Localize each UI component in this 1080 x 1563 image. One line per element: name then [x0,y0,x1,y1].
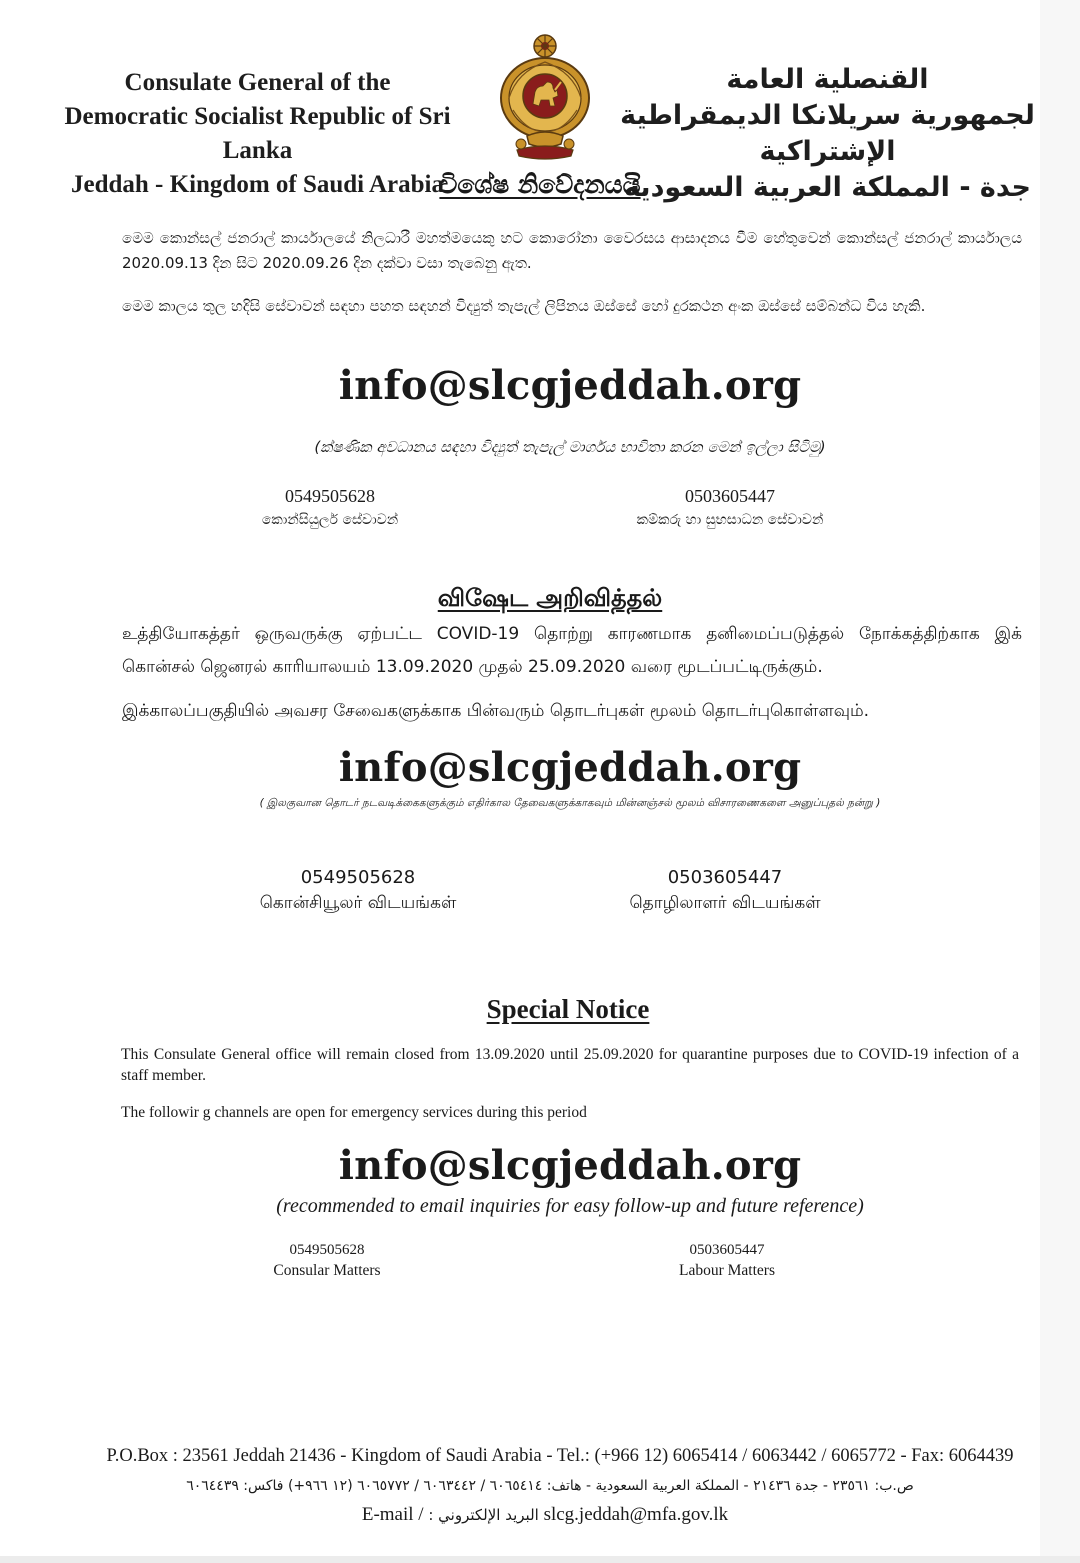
letterhead-english-line-3: Jeddah - Kingdom of Saudi Arabia [70,171,444,198]
sinhala-paragraph-1: මෙම කොන්සල් ජනරාල් කාර්යාලයේ නිලධාරී මහත්මයෙකු හට කොරෝනා වෛරසය ආසාදනය වීම හේතුවෙන් කොන්සල් ජනරාල් කාර්යාලය 2020.09.13 දින සිට 2020.09.26 දින දක්වා වසා තැබෙනු ඇත. [122,229,1022,272]
contact-label: Labour Matters [679,1262,775,1279]
phone-number[interactable]: 0503605447 [685,486,775,506]
letterhead-english-line-2: Democratic Socialist Republic of Sri Lanka [64,103,451,164]
tamil-contact-consular [238,866,478,916]
tamil-paragraph-1: உத்தியோகத்தர் ஒருவருக்கு ஏற்பட்ட COVID-19 தொற்று காரணமாக தனிமைப்படுத்தல் நோக்கத்திற்காக இக் கொன்சல் ஜெனரல் காரியாலயம் 13.09.2020 முதல் 25.09.2020 வரை மூடப்பட்டிருக்கும். [122,624,1022,677]
sinhala-contact-labour [600,484,860,532]
english-notice-title: Special Notice [486,994,650,1024]
tamil-notice-title: விஷேட அறிவித்தல் [437,584,663,612]
letterhead-arabic-line-3: جدة - المملكة العربية السعودية [624,172,1031,203]
phone-number[interactable]: 0549505628 [289,1242,365,1258]
sinhala-contact-consular [230,484,430,532]
page-bottom-edge [0,1556,1080,1563]
tamil-paragraph-2: இக்காலப்பகுதியில் அவசர சேவைகளுக்காக பின்வரும் தொடர்புகள் மூலம் தொடர்புகொள்ளவும். [122,701,870,721]
footer-address-english: P.O.Box : 23561 Jeddah 21436 - Kingdom of Saudi Arabia - Tel.: (+966 12) 6065414 / 6063442 / 6065772 - Fax: 6064439 [106,1446,1014,1466]
contact-label: කම්කරු හා සුභසාධන සේවාවන් [636,512,824,528]
sinhala-email[interactable]: info@slcgjeddah.org [338,362,802,409]
letterhead-arabic-line-1: القنصلية العامة [726,64,929,95]
letterhead-english-line-1: Consulate General of the [124,69,391,96]
sri-lanka-emblem-icon [497,32,593,164]
tamil-email-note: ( இலகுவான தொடர் நடவடிக்கைகளுக்கும் எதிர்கால தேவைகளுக்காகவும் மின்னஞ்சல் மூலம் விசாரணைகளை அனுப்புதல் நன்று ) [259,797,881,809]
english-email[interactable]: info@slcgjeddah.org [338,1142,802,1189]
footer-email-address[interactable]: slcg.jeddah@mfa.gov.lk [543,1504,729,1525]
tamil-email[interactable]: info@slcgjeddah.org [338,744,802,791]
contact-label: Consular Matters [273,1262,381,1279]
contact-label: கொன்சியூலர் விடயங்கள் [259,893,457,913]
english-paragraph-2: The followir g channels are open for emergency services during this period [121,1104,587,1121]
sinhala-email-note: (ක්ෂණික අවධානය සඳහා විද්‍යුත් තැපැල් මාර්ගය භාවිතා කරන මෙන් ඉල්ලා සිටිමු) [314,438,826,456]
footer-address-arabic: ص.ب: ٢٣٥٦١ - جدة ٢١٤٣٦ - المملكة العربية السعودية - هاتف: ٦٠٦٥٤١٤ / ٦٠٦٣٤٤٢ / ٦٠٦٥٧٧٢ (١٢ ٩٦٦+) فاكس: ٦٠٦٤٤٣٩ [186,1478,914,1494]
footer-email [0,1504,1080,1526]
email-label-arabic: البريد الإلكتروني : [428,1506,539,1524]
english-contact-labour [647,1240,807,1282]
english-contact-consular [247,1240,407,1282]
phone-number[interactable]: 0503605447 [667,867,783,888]
phone-number[interactable]: 0549505628 [300,867,416,888]
phone-number[interactable]: 0549505628 [285,486,375,506]
tamil-contact-labour [600,866,850,916]
english-paragraph-1: This Consulate General office will remain closed from 13.09.2020 until 25.09.2020 for quarantine purposes due to COVID-19 infection of a staff member. [121,1046,1019,1084]
english-email-note: (recommended to email inquiries for easy follow-up and future reference) [276,1195,864,1217]
sinhala-notice-title: විශේෂ නිවේදනයයි [439,170,641,199]
phone-number[interactable]: 0503605447 [689,1242,765,1258]
email-label-english: E-mail / [361,1504,424,1525]
letterhead-arabic-line-2: لجمهورية سريلانكا الديمقراطية الإشتراكية [620,100,1035,167]
contact-label: කොන්සියුලර් සේවාවන් [261,512,399,528]
sinhala-paragraph-2: මෙම කාලය තුල හදිසි සේවාවන් සඳහා පහත සඳහන් විද්‍යුත් තැපැල් ලිපිනය ඔස්සේ හෝ දුරකථන අංක ඔස්සේ සම්බන්ධ විය හැකි. [122,297,926,315]
contact-label: தொழிலாளர் விடயங்கள் [629,893,821,913]
